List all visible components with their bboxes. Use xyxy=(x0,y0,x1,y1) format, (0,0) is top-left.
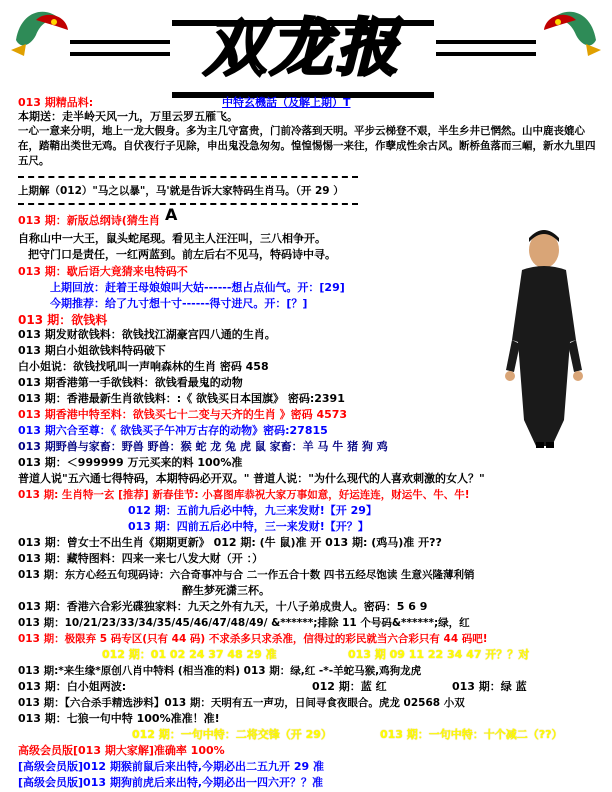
s1-link[interactable]: 中特玄機話（及解上期）T xyxy=(222,96,351,109)
s5-label: 013 期：欲钱料 xyxy=(18,313,108,327)
s4-line2: 今期推荐：给了九寸想十寸------得寸进尺。开：[？] xyxy=(50,297,308,310)
s5-line-3: 013 期香港第一手欲钱料：欲钱看最鬼的动物 xyxy=(18,376,243,389)
vip-line3: [高级会员版]013 期狗前虎后来出特,今期必出一四六开？？准 xyxy=(18,776,324,789)
dragon-right-icon xyxy=(536,0,606,58)
s6-cz xyxy=(18,536,442,550)
s6-bx3: 013 期：绿 蓝 xyxy=(452,680,527,693)
s5-line-0: 013 期发财欲钱料：欲钱找江湖豪宫四八通的生肖。 xyxy=(18,328,276,341)
s6-df: 013 期：东方心经五句现码诗：六合奇事冲与合 二一作五合十数 四书五经尽饱读 生意兴隆薄利销 xyxy=(18,569,475,581)
s1-paragraph: 一心一意来分明，地上一龙大假身。多为主几守富贵，门前冷落到天明。平步云梯登不艰，半生乡井已惘然。山中鹿丧媲心在，踏鞘出类世无鸡。自伏夜行子见除，申出鬼没急匆匆。惶惶惕惕一来往，作孽成性余古风。断桥鱼落而三嵋，新水九里四五尺。 xyxy=(18,125,596,167)
s6-nums: 013 期：10/21/23/33/34/35/45/46/47/48/49/ &******;排除 11 个号码&******;绿，红 xyxy=(18,617,470,629)
s6-b1: 012 期：五前九后必中特，九三来发财!【开 29】 xyxy=(128,504,377,517)
s6-lh: 013 期：【六合杀手精选涉料】013 期：天明有五一声功，日间寻食夜眼合。虎龙 02568 小双 xyxy=(18,697,465,709)
s5-hk: 013 期香港中特至料：欲钱买七十二变与天齐的生肖 》密码 4573 xyxy=(18,408,348,421)
stripe-left xyxy=(70,40,170,44)
s1-line1: 本期送：走半岭天风一九，万里云罗五雁飞。 xyxy=(18,110,238,123)
s3-label: 013 期：新版总纲诗(猜生肖 xyxy=(18,214,160,227)
vip-line2: [高级会员版]012 期猴前鼠后来出特,今期必出二五九开 29 准 xyxy=(18,760,324,773)
s5-lhc: 013 期六合至尊：《 欲钱买子午冲万古存的动物》密码:27815 xyxy=(18,424,328,437)
s6-bx2: 012 期：蓝 红 xyxy=(312,680,387,693)
s3-line1: 自称山中一大王，鼠头蛇尾现。看见主人汪汪叫，三八相争开。 xyxy=(18,232,326,245)
s6-red: 013 期: 生肖特一玄 [推荐] 新春佳节: 小喜图库恭祝大家万事如意，好运连连，财运牛、牛、牛! xyxy=(18,489,470,501)
stripe-right-2 xyxy=(436,52,536,56)
s5-gaogu: 普道人说"五六通七得特码，本期特码必开双。" 普道人说："为什么现代的人喜欢刺激的女人？" xyxy=(18,472,485,485)
s1-label: 013 期精品料: xyxy=(18,96,94,109)
s6-lai: 013 期:*来生缘*原创八肖中特料 (相当准的料) 013 期：绿,红 -*-羊蛇马猴,鸡狗龙虎 xyxy=(18,665,422,677)
divider-1 xyxy=(18,176,358,178)
s3-cursor: A xyxy=(165,205,178,224)
s6-y1: 012 期：一句中特：二将交锋（开 29） xyxy=(132,728,332,741)
s6-cz-text: 013 期：曾女士不出生肖《期期更新》 012 期: (牛 鼠)准 开 013 期: (鸡马)准 开?? xyxy=(18,536,442,549)
s5-line-1: 013 期白小姐欲钱料特码破下 xyxy=(18,344,166,357)
man-portrait-icon xyxy=(492,220,592,450)
vip-line1: 高级会员版[013 期大家解]准确率 100% xyxy=(18,744,225,757)
s6-qq: 013 期：七狼一句中特 100%准准！准! xyxy=(18,712,220,725)
s5-line-2: 白小姐说：欲钱找吼叫一声响森林的生肖 密码 458 xyxy=(18,360,269,373)
stripe-left-2 xyxy=(70,52,170,56)
s5-ye: 013 期野兽与家畜：野兽 野兽：猴 蛇 龙 兔 虎 鼠 家畜：羊 马 牛 猪 狗 鸡 xyxy=(18,440,388,453)
s6-codes2: 013 期 09 11 22 34 47 开？？对 xyxy=(348,648,530,661)
s6-jp: 013 期：极限弃 5 码专区(只有 44 码) 不求杀多只求杀准，信得过的彩民就当六合彩只有 44 码吧! xyxy=(18,633,488,645)
s4-label: 013 期：歇后语大竟猜来电特码不 xyxy=(18,265,188,278)
s6-df2: 醉生梦死潇三杯。 xyxy=(182,584,270,597)
s5-bet: 013 期：＜999999 万元买来的料 100%准 xyxy=(18,456,243,469)
s6-y2: 013 期：一句中特：十个减二（??） xyxy=(380,728,563,741)
page-title: 双龙报 xyxy=(203,11,402,84)
header-banner xyxy=(0,0,612,96)
s2-prev: 上期解（012）"马之以暴"，马'就是告诉大家特码生肖马。（开 29 ） xyxy=(18,185,344,197)
s6-zt: 013 期：藏特图料：四来一来七八发大财（开 ：） xyxy=(18,552,264,565)
divider-2 xyxy=(18,203,358,205)
s6-b2: 013 期：四前五后必中特，三一来发财!【开？】 xyxy=(128,520,369,533)
s4-line1: 上期回放：赶着王母娘娘叫大姑------想占点仙气。开：[29] xyxy=(50,281,345,294)
s5-line-4: 013 期：香港最新生肖欲钱料：:《 欲钱买日本国旗》 密码:2391 xyxy=(18,392,345,405)
s6-hk2: 013 期：香港六合彩光碟独家料：九天之外有九天，十八子弟成贵人。密码：5 6 9 xyxy=(18,600,428,613)
s3-line2: 把守门口是责任，一红两蓝到。前左后右不见马，特码诗中寻。 xyxy=(28,248,336,261)
s6-codes1: 012 期：01 02 24 37 48 29 准 xyxy=(102,648,277,661)
dragon-left-icon xyxy=(6,0,76,58)
stripe-right xyxy=(436,40,536,44)
s6-bx: 013 期：白小姐两波: xyxy=(18,680,127,693)
